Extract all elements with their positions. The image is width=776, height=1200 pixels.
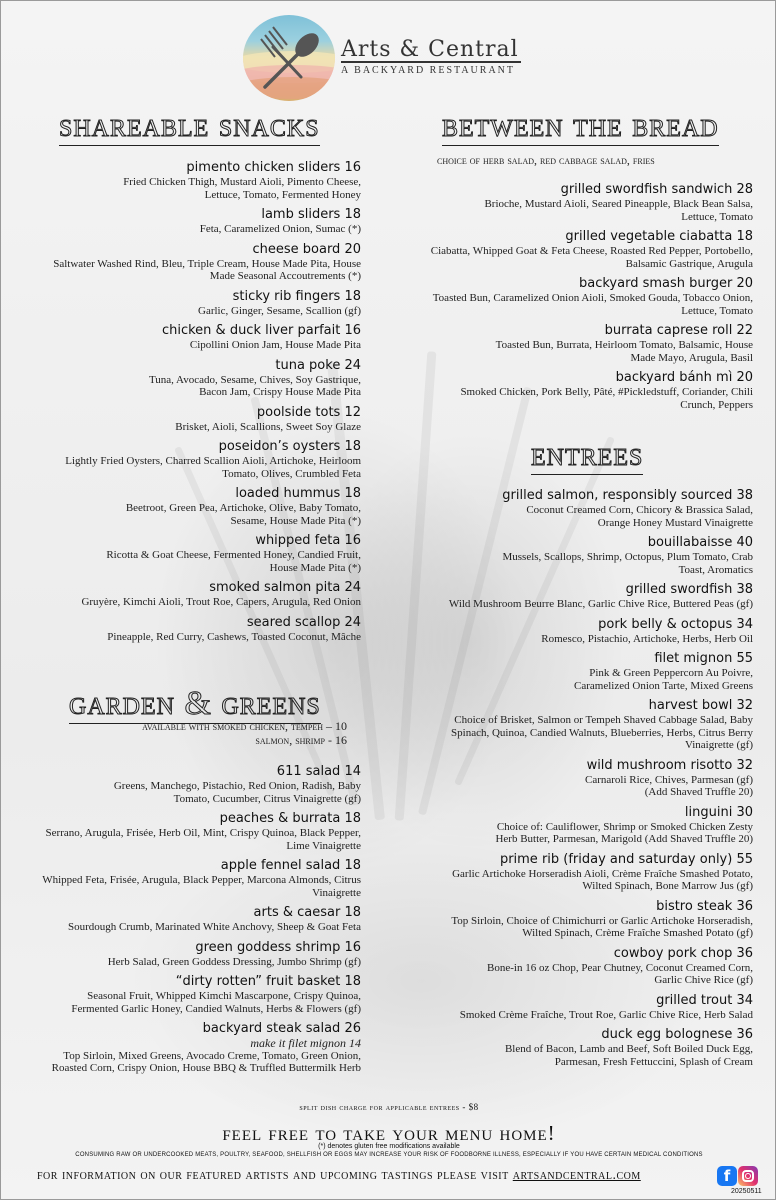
menu-item-description: Beetroot, Green Pea, Artichoke, Olive, Baby Tomato, Sesame, House Made Pita (*) xyxy=(125,502,361,527)
menu-item xyxy=(41,439,361,480)
snacks-list xyxy=(41,160,361,649)
menu-item-name: grilled swordfish 38 xyxy=(625,582,753,597)
split-charge-note: split dish charge for applicable entrees - $8 xyxy=(299,1102,479,1112)
menu-item-name: peaches & burrata 18 xyxy=(219,811,361,826)
menu-item xyxy=(423,852,753,893)
menu-item-description: Garlic Artichoke Horseradish Aioli, Crème Fraîche Smashed Potato, Wilted Spinach, Bone Marrow Jus (gf) xyxy=(452,867,753,892)
menu-item-name: linguini 30 xyxy=(684,804,753,820)
menu-item-description: Top Sirloin, Choice of Chimichurri or Garlic Artichoke Horseradish, Wilted Spinach, Crème Fraîche Smashed Potato (gf) xyxy=(451,914,753,939)
gluten-free-note: (*) denotes gluten free modifications available xyxy=(318,1143,460,1150)
menu-item-name: burrata caprese roll 22 xyxy=(604,323,753,338)
menu-item-name: “dirty rotten” fruit basket 18 xyxy=(175,974,361,989)
menu-item xyxy=(41,242,361,283)
menu-item-name: backyard bánh mì 20 xyxy=(615,370,753,385)
menu-item-description: Serrano, Arugula, Frisée, Herb Oil, Mint, Crispy Quinoa, Black Pepper, Lime Vinaigrette xyxy=(45,827,361,852)
menu-item-name: bistro steak 36 xyxy=(656,898,753,914)
food-safety-warning: CONSUMING RAW OR UNDERCOOKED MEATS, POULTRY, SEAFOOD, SHELLFISH OR EGGS MAY INCREASE YOUR RISK OF FOODBORNE ILLNESS, ESPECIALLY IF YOU HAVE CERTAIN MEDICAL CONDITIONS xyxy=(75,1152,703,1158)
menu-item-description: Cipollini Onion Jam, House Made Pita xyxy=(189,339,361,351)
visit-text: for information on our featured artists and upcoming tastings please visit xyxy=(37,1168,509,1183)
menu-item-name: wild mushroom risotto 32 xyxy=(586,757,753,773)
menu-item xyxy=(41,580,361,609)
menu-item-description: Carnaroli Rice, Chives, Parmesan (gf) (Add Shaved Truffle 20) xyxy=(584,773,753,798)
menu-item-description: Fried Chicken Thigh, Mustard Aioli, Pimento Cheese, Lettuce, Tomato, Fermented Honey xyxy=(123,176,361,201)
menu-item-description: Mussels, Scallops, Shrimp, Octopus, Plum Tomato, Crab Toast, Aromatics xyxy=(502,551,753,576)
menu-item-name: prime rib (friday and saturday only) 55 xyxy=(499,851,753,867)
garden-note-line1: available with smoked chicken, tempeh – 10 xyxy=(142,719,347,733)
menu-item xyxy=(41,358,361,399)
menu-item-name: loaded hummus 18 xyxy=(235,486,361,501)
menu-item-description: Toasted Bun, Burrata, Heirloom Tomato, Balsamic, House Made Mayo, Arugula, Basil xyxy=(495,339,753,364)
menu-item-description: Coconut Creamed Corn, Chicory & Brassica Salad, Orange Honey Mustard Vinaigrette xyxy=(526,504,753,529)
menu-item xyxy=(423,617,753,646)
menu-item xyxy=(41,905,361,934)
fork-spoon-logo-icon xyxy=(243,15,335,101)
take-home-heading: feel free to take your menu home! xyxy=(222,1121,556,1145)
menu-item xyxy=(423,698,753,752)
menu-item xyxy=(423,182,753,223)
menu-item xyxy=(423,229,753,270)
facebook-icon[interactable]: f xyxy=(717,1166,737,1186)
menu-item-description: Pineapple, Red Curry, Cashews, Toasted Coconut, Mâche xyxy=(107,630,361,643)
menu-item-name: grilled trout 34 xyxy=(656,992,753,1008)
menu-item-description: Top Sirloin, Mixed Greens, Avocado Creme, Tomato, Green Onion, Roasted Corn, Crispy Onion, House BBQ & Truffled Buttermilk Herb xyxy=(51,1049,361,1074)
menu-item-name: duck egg bolognese 36 xyxy=(601,1027,753,1042)
menu-item-description: Greens, Manchego, Pistachio, Red Onion, Radish, Baby Tomato, Cucumber, Citrus Vinaigrette (gf) xyxy=(113,780,361,805)
menu-item xyxy=(41,764,361,805)
menu-item-name: cheese board 20 xyxy=(252,241,361,257)
section-title-snacks: shareable snacks xyxy=(59,107,320,144)
menu-item-description: Seasonal Fruit, Whipped Kimchi Mascarpone, Crispy Quinoa, Fermented Garlic Honey, Candied Walnuts, Herbs & Flowers (gf) xyxy=(71,990,361,1015)
menu-item-name: tuna poke 24 xyxy=(275,357,361,373)
menu-item-name: poolside tots 12 xyxy=(256,404,361,420)
menu-item xyxy=(423,758,753,799)
menu-item-description: Choice of: Cauliflower, Shrimp or Smoked Chicken Zesty Herb Butter, Parmesan, Marigold (Add Shaved Truffle 20) xyxy=(495,820,753,845)
menu-item xyxy=(423,651,753,692)
visit-line xyxy=(37,1168,641,1184)
menu-item-description: Ricotta & Goat Cheese, Fermented Honey, Candied Fruit, House Made Pita (*) xyxy=(106,549,361,574)
menu-item-description: Blend of Bacon, Lamb and Beef, Soft Boiled Duck Egg, Parmesan, Fresh Fettuccini, Splash of Cream xyxy=(504,1043,753,1068)
menu-item-name: backyard smash burger 20 xyxy=(578,276,753,291)
website-link[interactable]: artsandcentral.com xyxy=(512,1168,641,1183)
instagram-icon[interactable] xyxy=(738,1166,758,1186)
menu-item-description: Feta, Caramelized Onion, Sumac (*) xyxy=(199,223,361,235)
menu-item-name: harvest bowl 32 xyxy=(648,698,753,713)
menu-item xyxy=(41,974,361,1015)
menu-item-name: grilled swordfish sandwich 28 xyxy=(560,182,753,197)
menu-item-description: Bone-in 16 oz Chop, Pear Chutney, Coconut Creamed Corn, Garlic Chive Rice (gf) xyxy=(487,961,753,986)
menu-item-name: poseidon’s oysters 18 xyxy=(218,439,361,454)
menu-item-extra: make it filet mignon 14 xyxy=(250,1036,361,1050)
menu-item-description: Garlic, Ginger, Sesame, Scallion (gf) xyxy=(198,304,361,317)
menu-item-description: Ciabatta, Whipped Goat & Feta Cheese, Roasted Red Pepper, Portobello, Balsamic Gastrique, Arugula xyxy=(430,245,753,270)
menu-item xyxy=(423,323,753,364)
menu-item xyxy=(41,160,361,201)
menu-item-name: sticky rib fingers 18 xyxy=(232,288,361,304)
menu-item xyxy=(41,533,361,574)
brand-name: Arts & Central xyxy=(341,37,519,62)
menu-item xyxy=(423,535,753,576)
menu-item-name: smoked salmon pita 24 xyxy=(209,580,361,595)
menu-item-name: cowboy pork chop 36 xyxy=(613,945,753,961)
menu-item xyxy=(41,940,361,969)
menu-item-name: apple fennel salad 18 xyxy=(220,858,361,873)
menu-item-description: Toasted Bun, Caramelized Onion Aioli, Smoked Gouda, Tobacco Onion, Lettuce, Tomato xyxy=(432,292,753,317)
menu-item xyxy=(423,276,753,317)
menu-code: 20250511 xyxy=(731,1188,762,1195)
menu-item-name: 611 salad 14 xyxy=(276,764,361,779)
menu-item-description: Lightly Fried Oysters, Charred Scallion Aioli, Artichoke, Heirloom Tomato, Olives, Crumbled Feta xyxy=(65,455,361,480)
menu-item xyxy=(41,811,361,852)
menu-item-description: Whipped Feta, Frisée, Arugula, Black Pepper, Marcona Almonds, Citrus Vinaigrette xyxy=(42,874,361,899)
section-title-bread: between the bread xyxy=(442,107,719,144)
garden-note-line2: salmon, shrimp - 16 xyxy=(255,733,347,747)
menu-item xyxy=(41,615,361,644)
menu-item-name: arts & caesar 18 xyxy=(253,905,361,920)
menu-item-name: seared scallop 24 xyxy=(246,614,361,630)
menu-item-description: Smoked Crème Fraîche, Trout Roe, Garlic Chive Rice, Herb Salad xyxy=(459,1008,753,1021)
menu-item-description: Sourdough Crumb, Marinated White Anchovy, Sheep & Goat Feta xyxy=(68,921,361,933)
menu-item-name: chicken & duck liver parfait 16 xyxy=(161,323,361,338)
menu-item-description: Romesco, Pistachio, Artichoke, Herbs, Herb Oil xyxy=(541,632,753,645)
menu-item xyxy=(423,1027,753,1068)
bread-note: choice of herb salad, red cabbage salad, fries xyxy=(437,153,655,167)
menu-item-name: filet mignon 55 xyxy=(654,651,753,666)
menu-item-description: Brioche, Mustard Aioli, Seared Pineapple, Black Bean Salsa, Lettuce, Tomato xyxy=(484,198,753,223)
menu-item-description: Pink & Green Peppercorn Au Poivre, Caramelized Onion Tarte, Mixed Greens xyxy=(574,667,753,692)
entrees-list xyxy=(423,488,753,1074)
menu-item xyxy=(41,405,361,434)
menu-item-name: whipped feta 16 xyxy=(255,533,361,548)
menu-item-description: Brisket, Aioli, Scallions, Sweet Soy Glaze xyxy=(175,420,361,433)
menu-item-description: Saltwater Washed Rind, Bleu, Triple Cream, House Made Pita, House Made Seasonal Accoutrements (*) xyxy=(53,257,361,282)
menu-item-name: pimento chicken sliders 16 xyxy=(186,160,361,175)
menu-item xyxy=(423,488,753,529)
section-title-entrees: entrees xyxy=(531,436,644,473)
menu-item xyxy=(423,993,753,1022)
menu-item-name: bouillabaisse 40 xyxy=(647,535,753,550)
menu-item xyxy=(423,899,753,940)
menu-item xyxy=(41,858,361,899)
menu-item xyxy=(41,486,361,527)
menu-item-description: Smoked Chicken, Pork Belly, Pâté, #Pickledstuff, Coriander, Chili Crunch, Peppers xyxy=(460,386,753,411)
menu-item-description: Choice of Brisket, Salmon or Tempeh Shaved Cabbage Salad, Baby Spinach, Quinoa, Candied Walnuts, Blueberries, Herbs, Citrus Berry Vinaigrette (gf) xyxy=(451,714,753,751)
bread-list xyxy=(423,182,753,417)
section-title-garden: garden & greens xyxy=(69,685,321,722)
menu-item-description: Wild Mushroom Beurre Blanc, Garlic Chive Rice, Buttered Peas (gf) xyxy=(448,598,753,610)
menu-item xyxy=(423,946,753,987)
menu-item xyxy=(41,207,361,236)
menu-item xyxy=(41,289,361,318)
menu-item xyxy=(41,1021,361,1075)
menu-item-description: Gruyère, Kimchi Aioli, Trout Roe, Capers, Arugula, Red Onion xyxy=(81,596,361,608)
menu-item xyxy=(423,370,753,411)
menu-item xyxy=(423,805,753,846)
garden-list xyxy=(41,764,361,1081)
menu-item xyxy=(41,323,361,352)
menu-item-name: backyard steak salad 26 xyxy=(202,1021,361,1036)
menu-item-description: Herb Salad, Green Goddess Dressing, Jumbo Shrimp (gf) xyxy=(107,955,361,968)
menu-item-name: green goddess shrimp 16 xyxy=(195,939,361,955)
logo-circle xyxy=(243,15,335,101)
menu-item-name: pork belly & octopus 34 xyxy=(598,616,753,632)
menu-item-name: grilled vegetable ciabatta 18 xyxy=(565,229,753,244)
brand-subtitle: A BACKYARD RESTAURANT xyxy=(341,65,515,76)
menu-item-description: Tuna, Avocado, Sesame, Chives, Soy Gastrique, Bacon Jam, Crispy House Made Pita xyxy=(148,373,361,398)
menu-item-name: lamb sliders 18 xyxy=(261,207,361,222)
menu-item xyxy=(423,582,753,611)
menu-item-name: grilled salmon, responsibly sourced 38 xyxy=(502,488,753,503)
